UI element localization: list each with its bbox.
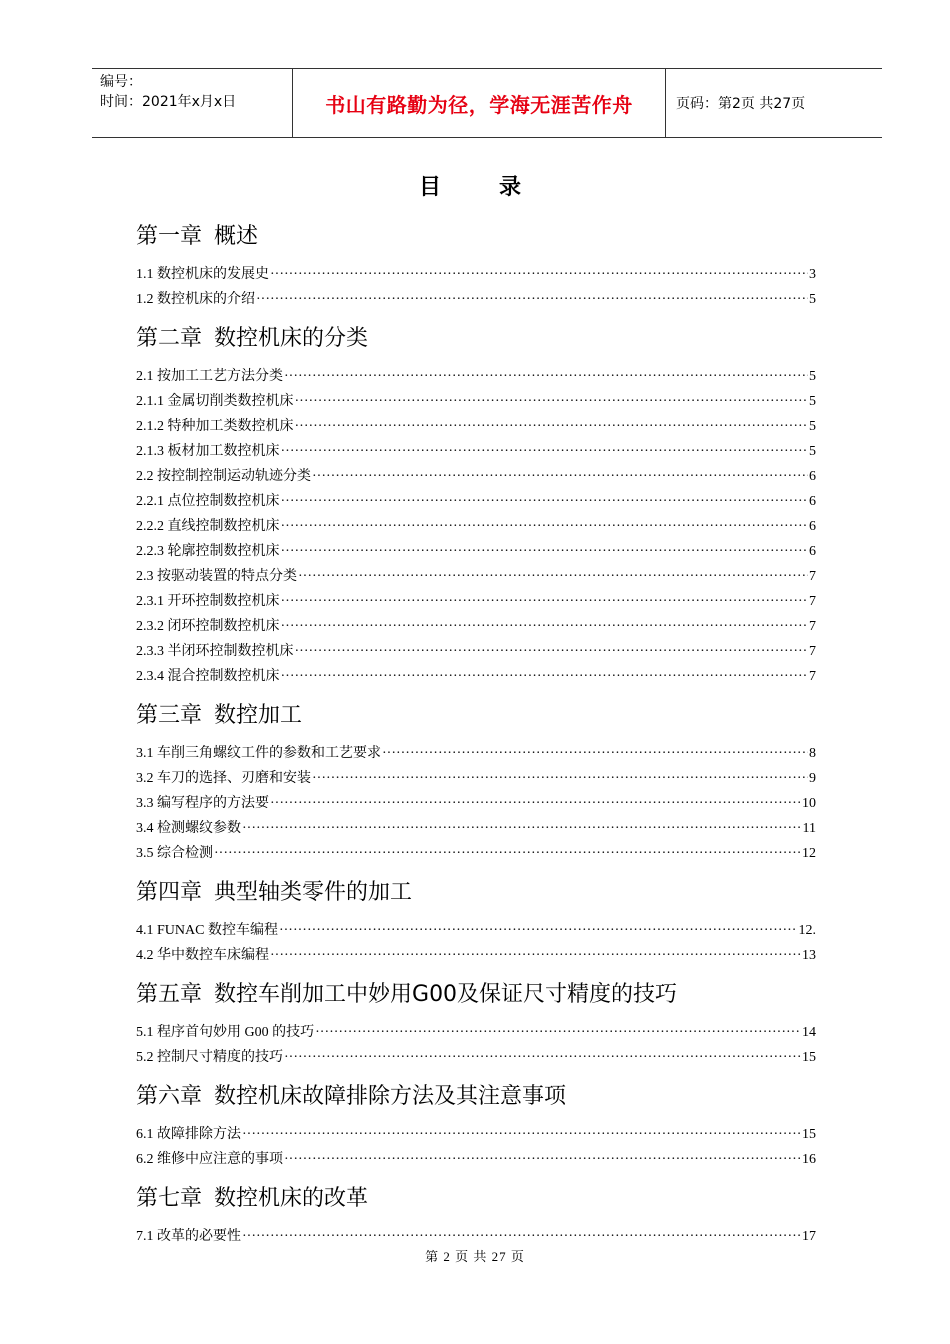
toc-entry-label: 2.3.4 混合控制数控机床 [136,669,280,684]
toc-entry-label: 3.3 编写程序的方法要 [136,796,269,811]
time-label: 时间：2021年x月x日 [100,94,237,110]
toc-entry-label: 6.2 维修中应注意的事项 [136,1152,283,1167]
chapter-heading[interactable] [136,1180,816,1218]
toc-entry-page: 7 [809,569,816,584]
toc-entry-label: 2.2.2 直线控制数控机床 [136,519,280,534]
toc-entry-page: 5 [809,444,816,459]
toc-entry-page: 8 [809,746,816,761]
toc-entry-page: 6 [809,519,816,534]
header-page-cell [666,69,882,137]
header-motto-cell [293,69,666,137]
motto-text: 书山有路勤为径，学海无涯苦作舟 [325,92,633,117]
toc-entry[interactable] [136,489,816,514]
toc-entry[interactable] [136,564,816,589]
toc-entry-page: 5 [809,369,816,384]
toc-entry[interactable] [136,414,816,439]
toc-entry-page: 6 [809,544,816,559]
toc-entry-label: 2.3.2 闭环控制数控机床 [136,619,280,634]
toc-entry-label: 3.5 综合检测 [136,846,213,861]
toc-entry-label: 5.2 控制尺寸精度的技巧 [136,1050,283,1065]
dot-leader [281,489,809,514]
toc-entry-page: 5 [809,419,816,434]
toc-entry-page: 9 [809,771,816,786]
toc-entry[interactable] [136,364,816,389]
page-info: 页码：第2页 共27页 [676,96,806,112]
toc-entry[interactable] [136,1045,816,1070]
chapter-number: 第一章 [136,224,203,249]
chapter-number: 第七章 [136,1186,203,1211]
toc-entry-page: 5 [809,292,816,307]
toc-entry-page: 3 [809,267,816,282]
toc-entry-label: 2.1.2 特种加工类数控机床 [136,419,294,434]
toc-entry-label: 6.1 故障排除方法 [136,1127,241,1142]
toc-entry[interactable] [136,816,816,841]
dot-leader [312,464,808,489]
toc-entry-page: 10 [802,796,816,811]
toc-entry-label: 1.1 数控机床的发展史 [136,267,269,282]
chapter-name: 数控车削加工中妙用G00及保证尺寸精度的技巧 [214,982,678,1007]
toc-entry-page: 6 [809,469,816,484]
dot-leader [312,766,808,791]
number-label: 编号： [100,74,142,90]
toc-entry-page: 12 [802,846,816,861]
toc-entry-label: 2.1 按加工工艺方法分类 [136,369,283,384]
toc-entry[interactable] [136,918,816,943]
page-header [92,68,882,138]
dot-leader [382,741,808,766]
chapter-heading[interactable] [136,697,816,735]
toc-entry-label: 2.3.3 半闭环控制数控机床 [136,644,294,659]
chapter-heading[interactable] [136,320,816,358]
toc-entry[interactable] [136,439,816,464]
chapter-number: 第二章 [136,326,203,351]
dot-leader [242,816,802,841]
toc-entry-label: 5.1 程序首句妙用 G00 的技巧 [136,1025,315,1040]
dot-leader [281,514,809,539]
toc-entry-page: 13 [802,948,816,963]
chapter-number: 第四章 [136,880,203,905]
dot-leader [281,614,809,639]
chapter-name: 典型轴类零件的加工 [214,880,413,905]
chapter-heading[interactable] [136,976,816,1014]
toc-entry-page: 11 [802,821,816,836]
dot-leader [281,589,809,614]
dot-leader [256,287,808,312]
toc-entry-label: 4.1 FUNAC 数控车编程 [136,923,278,938]
chapter-name: 数控机床故障排除方法及其注意事项 [214,1084,567,1109]
toc-entry-label: 2.2.3 轮廓控制数控机床 [136,544,280,559]
dot-leader [242,1122,801,1147]
toc-entry-page: 7 [809,669,816,684]
toc-entry-label: 2.3 按驱动装置的特点分类 [136,569,297,584]
toc-entry-label: 3.2 车刀的选择、刃磨和安装 [136,771,311,786]
toc-entry[interactable] [136,1122,816,1147]
dot-leader [295,639,809,664]
toc-entry[interactable] [136,464,816,489]
chapter-heading[interactable] [136,218,816,256]
chapter-name: 数控机床的分类 [214,326,369,351]
dot-leader [281,539,809,564]
toc-entry-page: 16 [802,1152,816,1167]
toc-entry-label: 7.1 改革的必要性 [136,1229,241,1244]
toc-entry[interactable] [136,262,816,287]
dot-leader [270,943,801,968]
dot-leader [279,918,798,943]
toc-entry[interactable] [136,791,816,816]
toc-entry[interactable] [136,614,816,639]
toc-entry[interactable] [136,741,816,766]
toc-entry-label: 4.2 华中数控车床编程 [136,948,269,963]
toc-entry-label: 2.1.3 板材加工数控机床 [136,444,280,459]
toc-entry[interactable] [136,943,816,968]
toc-entry[interactable] [136,389,816,414]
toc-entry-label: 2.3.1 开环控制数控机床 [136,594,280,609]
toc-entry-page: 7 [809,644,816,659]
header-meta [92,69,293,137]
chapter-heading[interactable] [136,1078,816,1116]
toc-entry-page: 7 [809,619,816,634]
dot-leader [284,1045,801,1070]
dot-leader [281,439,809,464]
toc-entry-label: 2.1.1 金属切削类数控机床 [136,394,294,409]
toc-entry-page: 15 [802,1127,816,1142]
toc-entry-label: 3.4 检测螺纹参数 [136,821,241,836]
page-footer: 第 2 页 共 27 页 [425,1249,525,1264]
dot-leader [295,414,809,439]
toc-entry-page: 15 [802,1050,816,1065]
toc-entry[interactable] [136,539,816,564]
toc-entry[interactable] [136,514,816,539]
toc-entry[interactable] [136,766,816,791]
toc-title: 目录 [418,175,579,200]
toc-entry[interactable] [136,664,816,689]
toc-entry-label: 2.2.1 点位控制数控机床 [136,494,280,509]
dot-leader [270,791,801,816]
dot-leader [281,664,809,689]
toc-entry[interactable] [136,639,816,664]
toc-entry[interactable] [136,589,816,614]
dot-leader [295,389,809,414]
chapter-number: 第三章 [136,703,203,728]
dot-leader [270,262,808,287]
toc-entry-label: 1.2 数控机床的介绍 [136,292,255,307]
chapter-name: 概述 [214,224,259,249]
toc-entry-page: 5 [809,394,816,409]
toc-entry[interactable] [136,841,816,866]
chapter-number: 第六章 [136,1084,203,1109]
chapter-number: 第五章 [136,982,203,1007]
toc-entry-page: 12. [798,923,816,938]
dot-leader [214,841,801,866]
toc-entry-page: 17 [802,1229,816,1244]
chapter-name: 数控机床的改革 [214,1186,369,1211]
table-of-contents [136,218,816,1257]
toc-entry-page: 7 [809,594,816,609]
chapter-heading[interactable] [136,874,816,912]
toc-entry[interactable] [136,1020,816,1045]
dot-leader [298,564,808,589]
toc-entry-page: 14 [802,1025,816,1040]
toc-entry[interactable] [136,1147,816,1172]
dot-leader [284,1147,801,1172]
toc-entry-label: 3.1 车削三角螺纹工件的参数和工艺要求 [136,746,381,761]
toc-entry-label: 2.2 按控制控制运动轨迹分类 [136,469,311,484]
dot-leader [315,1020,801,1045]
chapter-name: 数控加工 [214,703,303,728]
toc-entry[interactable] [136,287,816,312]
dot-leader [284,364,808,389]
toc-entry-page: 6 [809,494,816,509]
